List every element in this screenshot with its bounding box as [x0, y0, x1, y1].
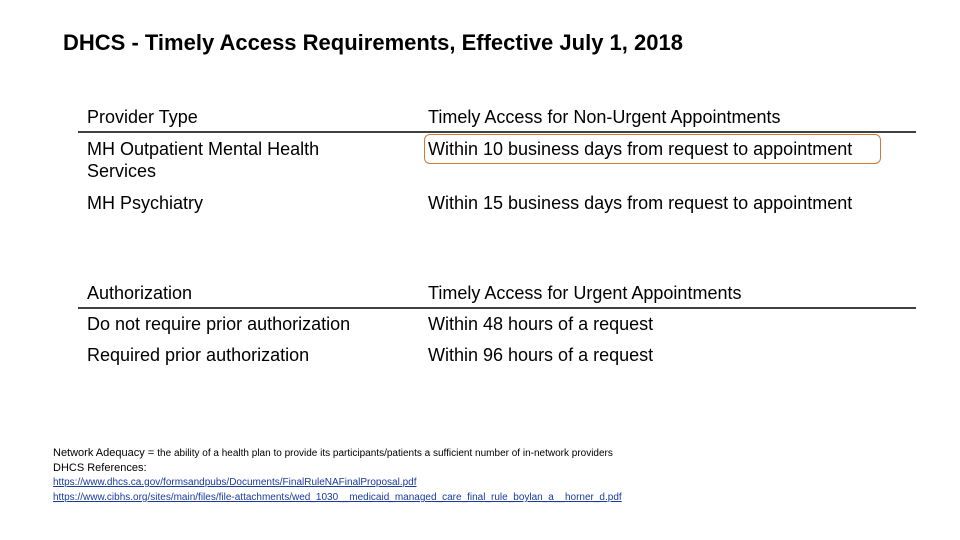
- provider-type-cell: MH Outpatient Mental Health Services: [87, 139, 320, 181]
- access-time-cell: Within 96 hours of a request: [428, 345, 654, 365]
- table-row: [78, 339, 916, 369]
- highlight-box: [424, 134, 881, 164]
- header-provider-type: Provider Type: [87, 107, 198, 127]
- network-adequacy-label: Network Adequacy =: [53, 447, 158, 459]
- references-label: DHCS References:: [53, 462, 147, 474]
- network-adequacy-definition: the ability of a health plan to provide its participants/patients a sufficient number of in-network providers: [157, 448, 613, 459]
- header-urgent-access: Timely Access for Urgent Appointments: [428, 283, 742, 303]
- network-adequacy-note: [53, 446, 622, 461]
- authorization-cell: Required prior authorization: [87, 345, 310, 365]
- header-non-urgent-access: Timely Access for Non-Urgent Appointments: [428, 107, 781, 127]
- table-row: [78, 183, 916, 223]
- table-header-row: [78, 102, 916, 133]
- table-header-row: [78, 278, 916, 309]
- table-row: [78, 309, 916, 339]
- urgent-access-table: [78, 278, 916, 369]
- access-time-cell: Within 10 business days from request to appointment: [428, 139, 853, 159]
- dhcs-reference-link[interactable]: https://www.dhcs.ca.gov/formsandpubs/Documents/FinalRuleNAFinalProposal.pdf: [53, 477, 417, 488]
- access-time-cell: Within 15 business days from request to appointment: [428, 193, 853, 213]
- access-time-cell: Within 48 hours of a request: [428, 314, 654, 334]
- header-authorization: Authorization: [87, 283, 193, 303]
- provider-type-cell: MH Psychiatry: [87, 193, 204, 213]
- footnotes: [53, 446, 622, 505]
- authorization-cell: Do not require prior authorization: [87, 314, 351, 334]
- cibhs-reference-link[interactable]: https://www.cibhs.org/sites/main/files/file-attachments/wed_1030__medicaid_managed_care_final_rule_boylan_a__horner_d.pdf: [53, 492, 622, 503]
- page-title: DHCS - Timely Access Requirements, Effective July 1, 2018: [63, 30, 683, 55]
